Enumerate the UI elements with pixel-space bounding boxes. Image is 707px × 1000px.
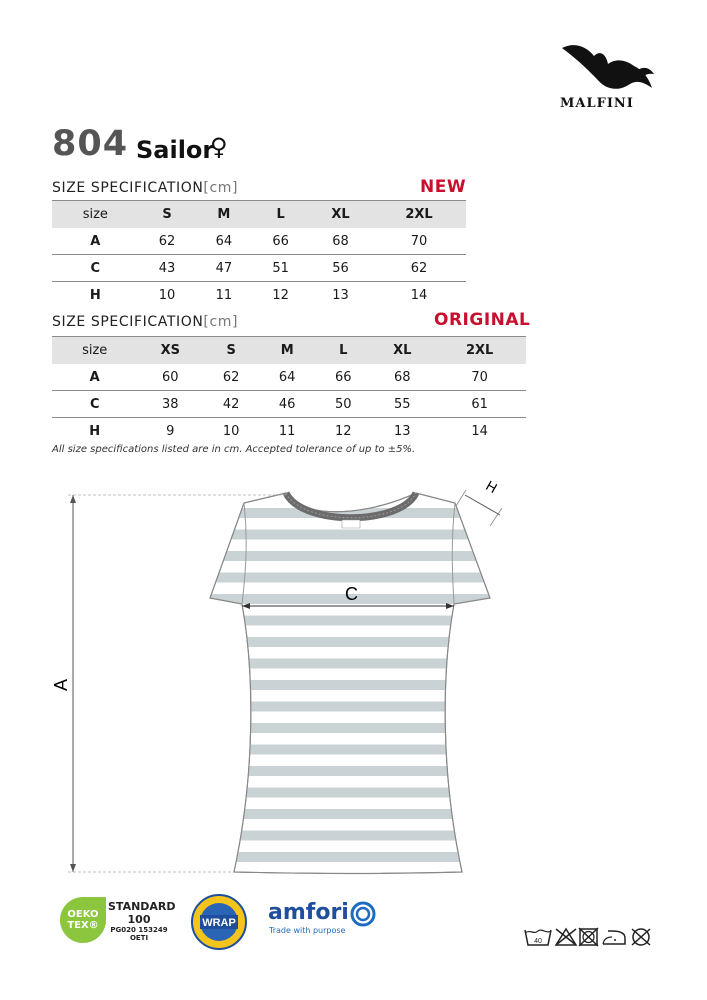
stripe — [200, 745, 500, 755]
stripe — [200, 852, 500, 862]
header-cell: M — [259, 337, 315, 365]
stripe — [200, 766, 500, 776]
amfori-tagline: Trade with purpose — [269, 926, 346, 935]
stripe — [200, 702, 500, 712]
table-cell: 42 — [203, 391, 259, 418]
table-cell: 66 — [252, 228, 309, 255]
oeko-tex-icon: OEKO TEX® — [60, 897, 106, 943]
table-cell: 46 — [259, 391, 315, 418]
spec-unit: [cm] — [203, 180, 239, 196]
table-cell: 11 — [215, 287, 233, 303]
table-cell: 50 — [315, 391, 371, 418]
table-cell: 12 — [334, 423, 352, 439]
header-cell: L — [252, 201, 309, 229]
row-label: A — [52, 228, 139, 255]
tag-original: ORIGINAL — [434, 310, 531, 330]
table-header-row — [52, 201, 466, 229]
iron-low-icon — [603, 931, 625, 944]
table-cell: 62 — [139, 228, 196, 255]
header-cell: S — [139, 201, 196, 229]
table-cell: 70 — [372, 228, 466, 255]
tolerance-note: All size specifications listed are in cm. Accepted tolerance of up to ±5%. — [52, 444, 416, 455]
header-cell: size — [52, 201, 139, 229]
female-symbol-icon: ♀ — [210, 133, 228, 161]
header-cell: size — [52, 337, 137, 365]
tag-new: NEW — [420, 177, 467, 197]
table-cell: 13 — [393, 423, 411, 439]
table-cell: 70 — [433, 364, 526, 391]
table-cell: 62 — [372, 255, 466, 282]
table-row — [52, 282, 466, 309]
measure-label-h: H — [483, 477, 501, 497]
stripe — [200, 659, 500, 669]
product-name: Sailor — [136, 136, 215, 164]
stripe — [200, 874, 500, 881]
row-label: C — [52, 255, 139, 282]
table-row — [52, 228, 466, 255]
stripe — [200, 680, 500, 690]
header-cell: M — [195, 201, 252, 229]
amfori-name: amfori — [268, 900, 349, 925]
table-cell: 14 — [471, 423, 488, 439]
table-header-row — [52, 337, 526, 365]
oeko-tex-info — [108, 900, 176, 942]
product-number: 804 — [52, 124, 129, 164]
spec-title: SIZE SPECIFICATION — [52, 314, 204, 330]
row-label: C — [52, 391, 137, 418]
spec-heading-new — [52, 180, 238, 196]
stripe — [200, 530, 500, 540]
table-cell: 64 — [195, 228, 252, 255]
header-cell: 2XL — [433, 337, 526, 365]
row-label: H — [89, 287, 101, 303]
table-cell: 61 — [433, 391, 526, 418]
care-icons — [524, 926, 658, 948]
spec-unit: [cm] — [203, 314, 239, 330]
spec-table-new — [52, 200, 466, 308]
eagle-logo-icon — [560, 40, 656, 95]
inner-label-icon — [342, 520, 360, 528]
table-cell: 66 — [315, 364, 371, 391]
oeko-institute: OETI — [129, 934, 149, 942]
oeko-number: 100 — [127, 913, 151, 926]
wrap-label: WRAP — [202, 917, 236, 929]
measure-label-a: A — [51, 678, 71, 691]
table-cell: 60 — [137, 364, 203, 391]
tshirt-diagram — [40, 470, 560, 880]
spec-table-original — [52, 336, 526, 444]
table-row — [52, 391, 526, 418]
table-row — [52, 255, 466, 282]
table-cell: 47 — [195, 255, 252, 282]
wash-40-icon — [525, 930, 551, 945]
table-cell: 14 — [410, 287, 428, 303]
no-bleach-icon — [556, 929, 576, 945]
table-cell: 43 — [139, 255, 196, 282]
wrap-certification-icon — [190, 893, 248, 951]
svg-text:40: 40 — [534, 938, 542, 945]
table-cell: 62 — [203, 364, 259, 391]
stripe — [200, 637, 500, 647]
table-cell: 9 — [166, 423, 175, 439]
header-cell: L — [315, 337, 371, 365]
measure-label-c: C — [345, 584, 358, 604]
spec-heading-original — [52, 314, 238, 330]
spec-title: SIZE SPECIFICATION — [52, 180, 204, 196]
table-cell: 11 — [278, 423, 296, 439]
header-cell: XL — [371, 337, 433, 365]
oeko-code: PG020 153249 — [110, 926, 168, 934]
table-cell: 10 — [222, 423, 240, 439]
amfori-icon — [350, 901, 376, 927]
table-cell: 12 — [272, 287, 289, 303]
table-cell: 13 — [332, 287, 349, 303]
no-dry-clean-icon — [632, 929, 650, 945]
table-cell: 38 — [137, 391, 203, 418]
table-cell: 10 — [158, 287, 176, 303]
table-row — [52, 364, 526, 391]
row-label: A — [52, 364, 137, 391]
brand-name: MALFINI — [560, 96, 634, 111]
table-cell: 68 — [371, 364, 433, 391]
stripe — [200, 723, 500, 733]
table-cell: 51 — [252, 255, 309, 282]
no-tumble-dry-icon — [579, 928, 598, 946]
table-cell: 64 — [259, 364, 315, 391]
table-cell: 55 — [371, 391, 433, 418]
row-label: H — [89, 423, 101, 439]
header-cell: XS — [137, 337, 203, 365]
table-cell: 56 — [309, 255, 372, 282]
table-cell: 68 — [309, 228, 372, 255]
table-row — [52, 418, 526, 445]
header-cell: 2XL — [372, 201, 466, 229]
stripe — [200, 551, 500, 561]
stripe — [200, 788, 500, 798]
header-cell: S — [203, 337, 259, 365]
header-cell: XL — [309, 201, 372, 229]
oeko-standard: STANDARD — [108, 900, 176, 913]
